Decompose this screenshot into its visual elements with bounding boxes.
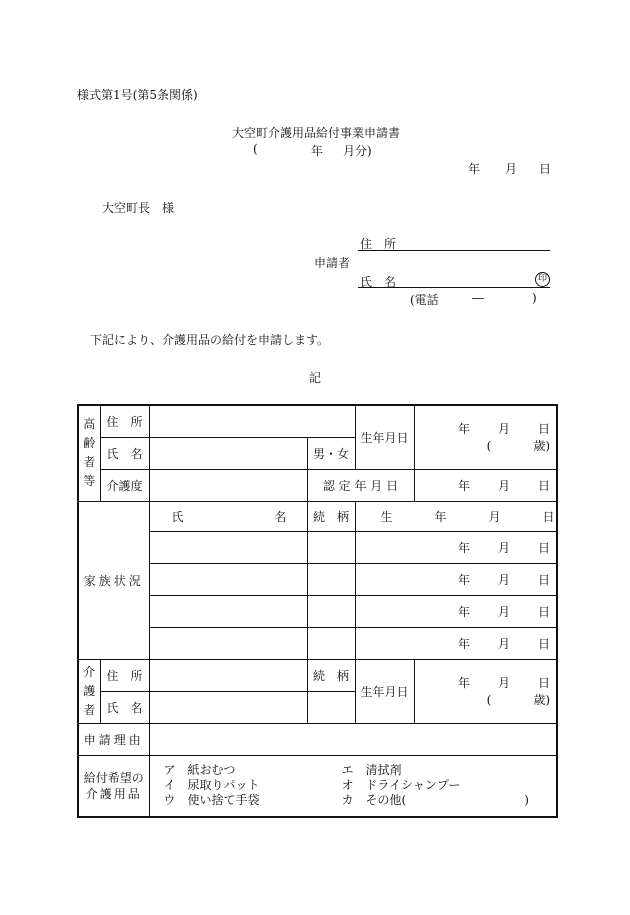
phone-open: (電話 bbox=[410, 293, 439, 307]
applicant-address-label: 住 所 bbox=[360, 237, 397, 251]
seal-mark: 印 bbox=[535, 272, 550, 287]
items-row bbox=[78, 755, 557, 817]
elderly-group-label: 高 齢 者 等 bbox=[78, 405, 100, 501]
family-relation-header: 続 柄 bbox=[307, 501, 355, 531]
reason-row bbox=[78, 723, 557, 755]
elderly-birth-field[interactable]: 年 月 日 ( 歳) bbox=[414, 405, 557, 469]
cert-date-label: 認 定 年 月 日 bbox=[307, 469, 414, 501]
elderly-address-field[interactable] bbox=[149, 405, 355, 437]
reason-label: 申請理由 bbox=[78, 723, 149, 755]
header-date-year: 年 bbox=[468, 162, 481, 176]
family-birth-field[interactable]: 年 月 日 bbox=[355, 531, 557, 563]
caregiver-name-label: 氏 名 bbox=[100, 691, 149, 723]
family-name-field[interactable] bbox=[149, 595, 307, 627]
item-option[interactable]: エ 清拭剤 bbox=[341, 763, 402, 778]
elderly-name-label: 氏 名 bbox=[100, 437, 149, 469]
period-year: 年 bbox=[311, 144, 324, 158]
item-option[interactable]: オ ドライシャンプー bbox=[341, 778, 461, 793]
applicant-address-line[interactable] bbox=[358, 250, 550, 251]
family-birth-field[interactable]: 年 月 日 bbox=[355, 563, 557, 595]
elderly-birth-label: 生年月日 bbox=[355, 405, 414, 469]
header-date-month: 月 bbox=[505, 162, 518, 176]
period-open: ( bbox=[253, 142, 258, 156]
applicant-name-label: 氏 名 bbox=[360, 275, 397, 289]
applicant-name-line[interactable] bbox=[358, 287, 550, 288]
family-relation-field[interactable] bbox=[307, 595, 355, 627]
item-option-other[interactable]: カ その他( bbox=[341, 793, 407, 808]
period-month: 月分) bbox=[343, 144, 372, 158]
care-level-field[interactable] bbox=[149, 469, 307, 501]
items-label: 給付希望の 介護用品 bbox=[78, 755, 149, 817]
cert-date-field[interactable]: 年 月 日 bbox=[414, 469, 557, 501]
family-name-field[interactable] bbox=[149, 627, 307, 659]
items-close: ) bbox=[524, 793, 529, 808]
caregiver-relation-field[interactable] bbox=[307, 691, 355, 723]
caregiver-relation-label: 続 柄 bbox=[307, 659, 355, 691]
elderly-sex-field[interactable]: 男・女 bbox=[307, 437, 355, 469]
item-option[interactable]: イ 尿取りパット bbox=[163, 778, 260, 793]
caregiver-address-field[interactable] bbox=[149, 659, 307, 691]
family-birth-header: 生 年 月 日 bbox=[355, 501, 557, 531]
family-name-field[interactable] bbox=[149, 563, 307, 595]
document-title: 大空町介護用品給付事業申請書 bbox=[232, 126, 401, 140]
header-date-day: 日 bbox=[539, 162, 552, 176]
application-table bbox=[77, 404, 558, 818]
form-number: 様式第1号(第5条関係) bbox=[77, 88, 198, 102]
elderly-address-row bbox=[78, 405, 557, 437]
elderly-address-label: 住 所 bbox=[100, 405, 149, 437]
ki-heading: 記 bbox=[309, 371, 322, 385]
family-relation-field[interactable] bbox=[307, 563, 355, 595]
request-text: 下記により、介護用品の給付を申請します。 bbox=[90, 333, 330, 347]
family-row bbox=[78, 595, 557, 627]
elderly-name-field[interactable] bbox=[149, 437, 307, 469]
family-birth-field[interactable]: 年 月 日 bbox=[355, 627, 557, 659]
caregiver-birth-label: 生年月日 bbox=[355, 659, 414, 723]
family-name-field[interactable] bbox=[149, 531, 307, 563]
phone-dash: ― bbox=[472, 291, 484, 305]
reason-field[interactable] bbox=[149, 723, 557, 755]
phone-close: ) bbox=[532, 291, 537, 305]
caregiver-address-label: 住 所 bbox=[100, 659, 149, 691]
item-option[interactable]: ア 紙おむつ bbox=[163, 763, 236, 778]
family-relation-field[interactable] bbox=[307, 531, 355, 563]
caregiver-name-field[interactable] bbox=[149, 691, 307, 723]
family-row bbox=[78, 627, 557, 659]
item-option[interactable]: ウ 使い捨て手袋 bbox=[163, 793, 260, 808]
family-group-label: 家族状況 bbox=[78, 501, 149, 659]
items-options bbox=[149, 755, 557, 817]
care-level-label: 介護度 bbox=[100, 469, 149, 501]
family-row bbox=[78, 531, 557, 563]
family-birth-field[interactable]: 年 月 日 bbox=[355, 595, 557, 627]
family-name-header: 氏 名 bbox=[149, 501, 307, 531]
caregiver-address-row bbox=[78, 659, 557, 691]
family-row bbox=[78, 563, 557, 595]
caregiver-group-label: 介 護 者 bbox=[78, 659, 100, 723]
family-header-row bbox=[78, 501, 557, 531]
elderly-care-row bbox=[78, 469, 557, 501]
caregiver-birth-field[interactable]: 年 月 日 ( 歳) bbox=[414, 659, 557, 723]
addressee: 大空町長 様 bbox=[102, 201, 175, 215]
applicant-label: 申請者 bbox=[314, 256, 351, 270]
family-relation-field[interactable] bbox=[307, 627, 355, 659]
